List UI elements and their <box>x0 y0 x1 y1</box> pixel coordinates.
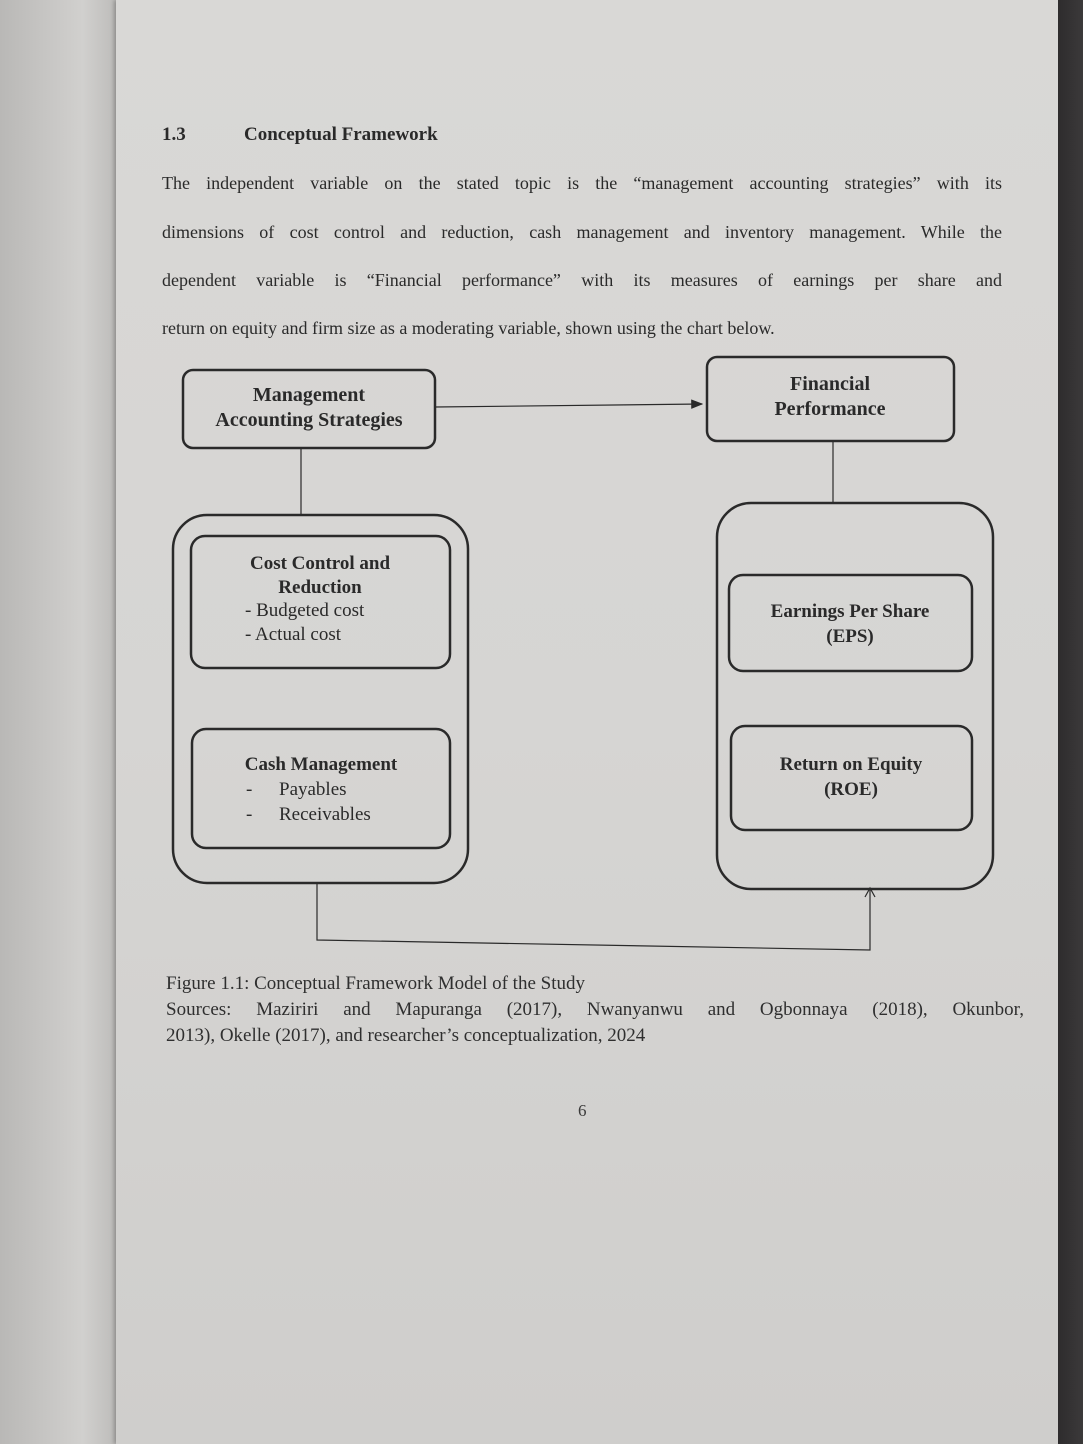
roe-label-2: (ROE) <box>824 779 878 800</box>
paragraph-line-4: return on equity and firm size as a moderating variable, shown using the chart below. <box>162 318 775 338</box>
paragraph-line-2: dimensions of cost control and reduction, cash management and inventory management. While the <box>162 222 1002 242</box>
moderating-connector <box>317 883 870 950</box>
cash-item-receivables: Receivables <box>279 804 371 825</box>
cost-control-item-2: - Actual cost <box>245 624 342 645</box>
cash-dash-2: - <box>246 804 253 825</box>
figure-caption: Figure 1.1: Conceptual Framework Model of the Study <box>166 973 585 994</box>
independent-label-2: Accounting Strategies <box>215 409 403 431</box>
eps-label-1: Earnings Per Share <box>770 601 930 622</box>
sources-line-2: 2013), Okelle (2017), and researcher’s conceptualization, 2024 <box>166 1025 646 1046</box>
dependent-label-1: Financial <box>789 373 871 395</box>
paragraph-line-3: dependent variable is “Financial performance” with its measures of earnings per share and <box>162 270 1002 290</box>
arrow-independent-to-dependent <box>435 404 702 407</box>
section-title: Conceptual Framework <box>244 124 438 145</box>
roe-box <box>731 726 972 830</box>
sources-line-1: Sources: Maziriri and Mapuranga (2017), Nwanyanwu and Ogbonnaya (2018), Okunbor, <box>166 999 1024 1020</box>
dependent-label-2: Performance <box>774 398 886 420</box>
paragraph-line-1: The independent variable on the stated topic is the “management accounting strategies” with its <box>162 173 1002 193</box>
cash-item-payables: Payables <box>279 779 347 800</box>
eps-box <box>729 575 972 671</box>
cash-management-title: Cash Management <box>244 754 398 775</box>
roe-label-1: Return on Equity <box>779 754 923 775</box>
page-number: 6 <box>578 1101 587 1120</box>
section-number: 1.3 <box>162 124 186 145</box>
eps-label-2: (EPS) <box>826 626 874 647</box>
cash-dash-1: - <box>246 779 253 800</box>
cost-control-title-1: Cost Control and <box>249 553 391 574</box>
cost-control-title-2: Reduction <box>278 577 362 598</box>
cost-control-item-1: - Budgeted cost <box>245 600 365 621</box>
independent-label-1: Management <box>252 384 366 406</box>
